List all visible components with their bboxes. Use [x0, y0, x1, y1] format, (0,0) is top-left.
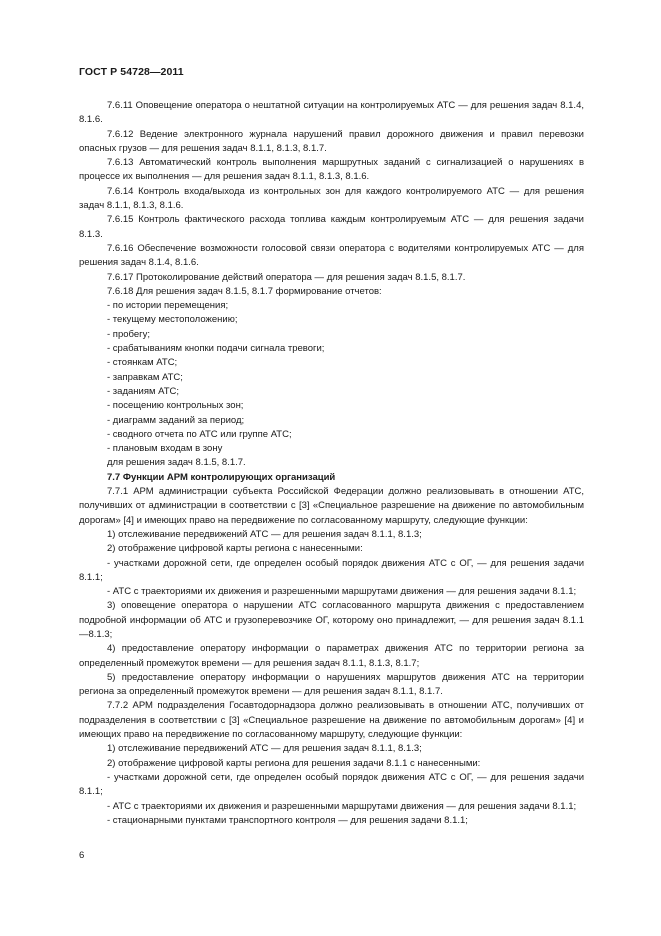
clause-7-6-13: 7.6.13 Автоматический контроль выполнения маршрутных заданий с сигнализацией о нарушениях в процессе их выполнения — для решения задач 8.1.1, 8.1.3, 8.1.6.: [79, 157, 584, 183]
page-number: 6: [79, 850, 85, 861]
list-item: - стационарными пунктами транспортного контроля — для решения задачи 8.1.1;: [107, 814, 468, 826]
list-item: - по истории перемещения;: [107, 300, 229, 312]
list-item: 1) отслеживание передвижений АТС — для решения задач 8.1.1, 8.1.3;: [107, 528, 422, 540]
list-item: - плановым входам в зону: [107, 443, 223, 455]
list-item: - срабатываниям кнопки подачи сигнала тревоги;: [107, 343, 325, 355]
list-item: - АТС с траекториями их движения и разрешенными маршрутами движения — для решения задачи 8.1.1;: [107, 800, 577, 812]
list-item: - диаграмм заданий за период;: [107, 414, 245, 426]
list-item: 5) предоставление оператору информации о нарушениях маршрутов движения АТС на территории региона за определенный промежуток времени — для решения задач 8.1.1, 8.1.7.: [79, 671, 584, 698]
list-item: 1) отслеживание передвижений АТС — для решения задач 8.1.1, 8.1.3;: [107, 743, 422, 755]
paragraph: для решения задач 8.1.5, 8.1.7.: [107, 457, 246, 469]
clause-7-6-18: 7.6.18 Для решения задач 8.1.5, 8.1.7 формирование отчетов:: [107, 285, 382, 297]
clause-7-6-11: 7.6.11 Оповещение оператора о нештатной ситуации на контролируемых АТС — для решения задач 8.1.4, 8.1.6.: [79, 100, 584, 126]
clause-7-6-15: 7.6.15 Контроль фактического расхода топлива каждым контролируемым АТС — для решения задачи 8.1.3.: [79, 214, 584, 240]
list-item: - заданиям АТС;: [107, 385, 180, 397]
document-body: [79, 99, 584, 828]
list-item: 4) предоставление оператору информации о параметрах движения АТС по территории региона за определенный промежуток времени — для решения задач 8.1.1, 8.1.3, 8.1.7;: [79, 643, 584, 669]
clause-7-6-16: 7.6.16 Обеспечение возможности голосовой связи оператора с водителями контролируемых АТС — для решения задач 8.1.4, 8.1.6.: [79, 242, 584, 269]
list-item: - участками дорожной сети, где определен особый порядок движения АТС с ОГ, — для решения задачи 8.1.1;: [79, 771, 584, 798]
clause-7-6-12: 7.6.12 Ведение электронного журнала нарушений правил дорожного движения и правил перевозки опасных грузов — для решения задач 8.1.1, 8.1.3, 8.1.7.: [79, 128, 584, 154]
clause-7-7-1: 7.7.1 АРМ администрации субъекта Российской Федерации должно реализовывать в отношении АТС, получивших от администрации в соответствии с [3] «Специальное разрешение на движение по автомобильным дорогам» [4] и имеющих право на передвижение по согласованному маршруту, следующие функции:: [79, 486, 584, 526]
list-item: - АТС с траекториями их движения и разрешенными маршрутами движения — для решения задачи 8.1.1;: [107, 586, 577, 598]
clause-7-7-2: 7.7.2 АРМ подразделения Госавтодорнадзора должно реализовывать в отношении АТС, получивших от подразделения в соответствии с [3] «Специальное разрешение на движение по автомобильным дорогам» [4] и имеющих право на передвижение по согласованному маршруту, следующие функции:: [79, 700, 584, 741]
list-item: - посещению контрольных зон;: [107, 400, 244, 412]
clause-7-6-14: 7.6.14 Контроль входа/выхода из контрольных зон для каждого контролируемого АТС — для решения задач 8.1.1, 8.1.3, 8.1.6.: [79, 185, 584, 212]
list-item: - заправкам АТС;: [107, 371, 183, 383]
clause-7-6-17: 7.6.17 Протоколирование действий оператора — для решения задач 8.1.5, 8.1.7.: [107, 271, 466, 283]
list-item: - текущему местоположению;: [107, 314, 238, 326]
document-code-header: ГОСТ Р 54728—2011: [79, 66, 184, 78]
section-heading-7-7: 7.7 Функции АРМ контролирующих организаций: [107, 471, 336, 483]
list-item: - сводного отчета по АТС или группе АТС;: [107, 428, 292, 440]
list-item: 3) оповещение оператора о нарушении АТС согласованного маршрута движения с предоставлением подробной информации об АТС и грузоперевозчике ОГ, которому оно принадлежит, — для решения задач 8.1.1—8.1.3;: [79, 600, 584, 640]
list-item: 2) отображение цифровой карты региона с нанесенными:: [107, 543, 363, 555]
list-item: - стоянкам АТС;: [107, 357, 178, 369]
list-item: - пробегу;: [107, 328, 150, 340]
list-item: - участками дорожной сети, где определен особый порядок движения АТС с ОГ, — для решения задачи 8.1.1;: [79, 557, 584, 583]
list-item: 2) отображение цифровой карты региона для решения задачи 8.1.1 с нанесенными:: [107, 757, 481, 769]
